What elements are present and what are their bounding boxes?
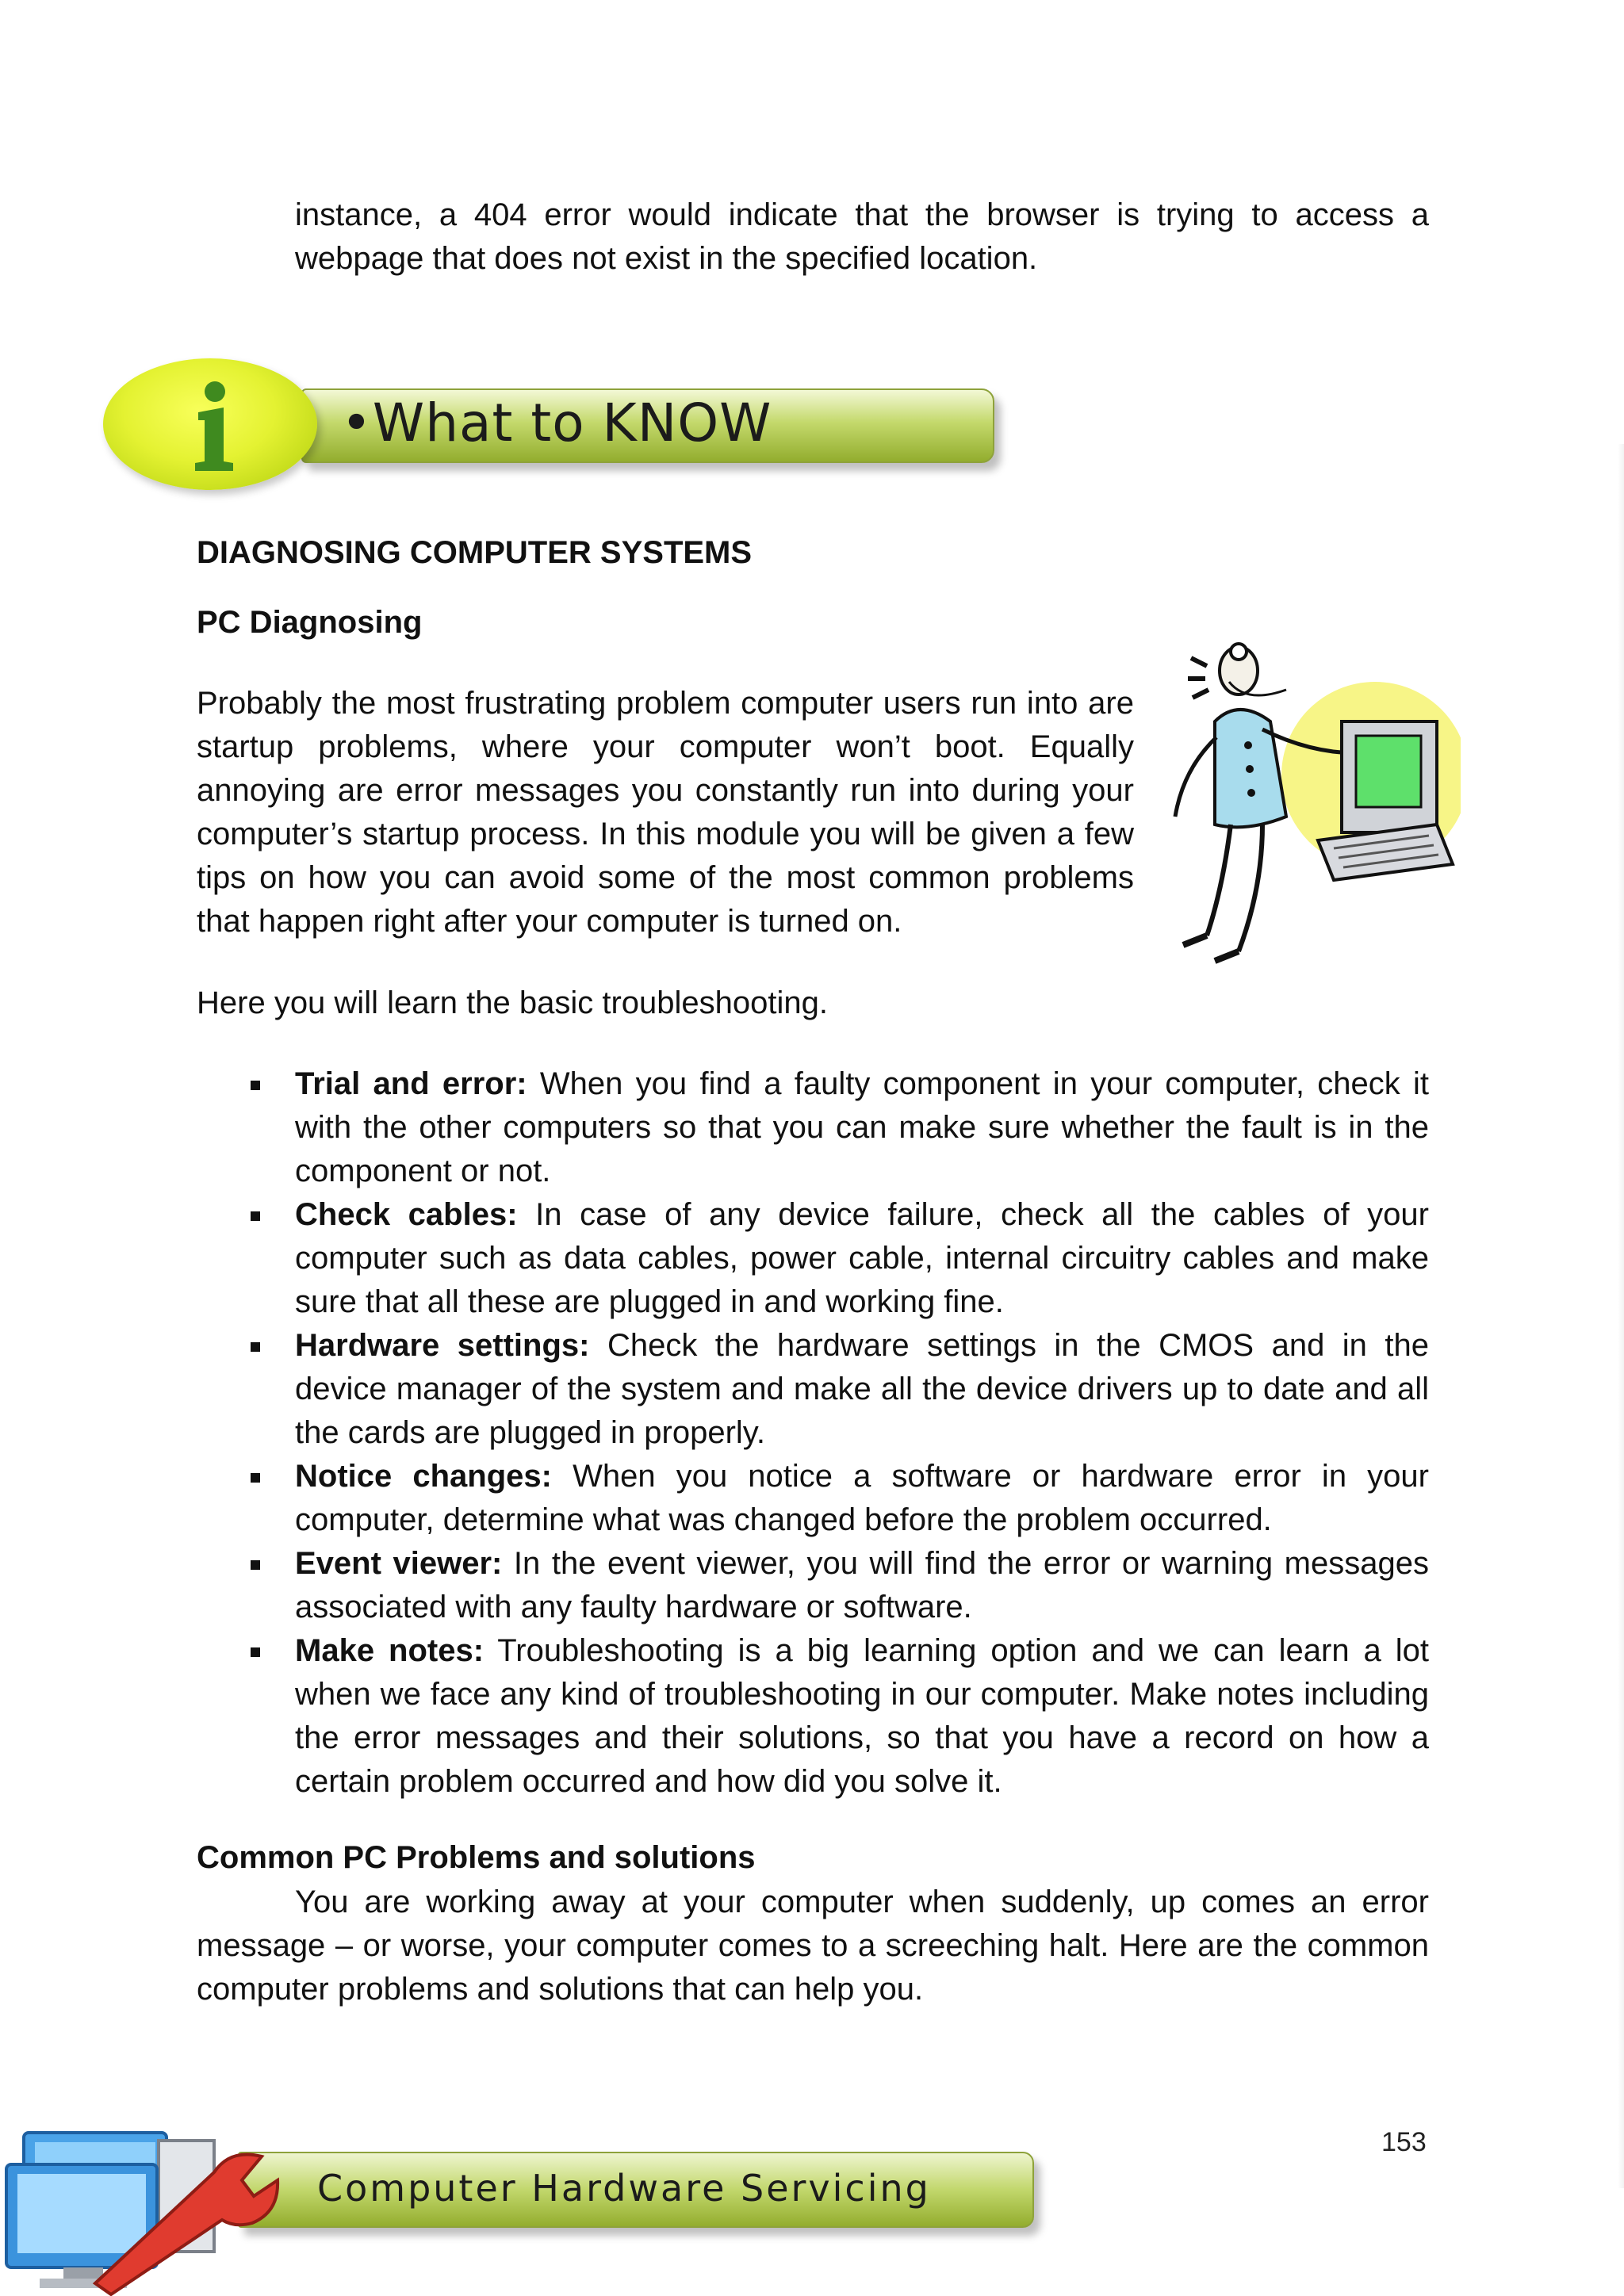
common-problems-title: Common PC Problems and solutions xyxy=(197,1840,756,1875)
bullet-icon xyxy=(251,1342,260,1352)
pc-diagnosing-paragraph: Probably the most frustrating problem computer users run into are startup problems, where your computer won’t boot. Equally annoying are error messages you constantly run into during your computer’s startup process. In this module you will be given a few tips on how you can avoid some of the most common problems that happen right after your computer is turned on. xyxy=(197,686,1134,939)
tip-text: When you notice a software or hardware error in your computer, determine what was changed before the problem occurred. xyxy=(295,1459,1429,1537)
page-edge-shade xyxy=(1618,444,1624,2188)
list-item xyxy=(197,1542,1429,1629)
list-item xyxy=(197,1455,1429,1542)
page-number: 153 xyxy=(1381,2127,1427,2157)
tip-text: Troubleshooting is a big learning option and we can learn a lot when we face any kind of troubleshooting in our computer. Make notes including the error messages and their solutions, so that you have a record on how a certain problem occurred and how did you solve it. xyxy=(295,1633,1430,1799)
subsection-title: PC Diagnosing xyxy=(197,605,423,640)
bullet-icon xyxy=(251,1560,260,1570)
tip-text: In case of any device failure, check all the cables of your computer such as data cables, power cable, internal circuitry cables and make sure that all these are plugged in and working fine. xyxy=(295,1197,1429,1319)
banner-text: •What to KNOW xyxy=(341,392,772,453)
tip-lead: Make notes: xyxy=(295,1633,485,1668)
list-item xyxy=(197,1062,1429,1193)
tip-text: Check the hardware settings in the CMOS and in the device manager of the system and make all the device drivers up to date and all the cards are plugged in properly. xyxy=(295,1328,1429,1450)
tip-lead: Event viewer: xyxy=(295,1546,503,1581)
tip-lead: Check cables: xyxy=(295,1197,518,1232)
intro-paragraph: instance, a 404 error would indicate that the browser is trying to access a webpage that does not exist in the specified location. xyxy=(295,197,1429,276)
tip-text: In the event viewer, you will find the error or warning messages associated with any faulty hardware or software. xyxy=(295,1546,1429,1624)
common-problems-paragraph: You are working away at your computer when suddenly, up comes an error message – or worse, your computer comes to a screeching halt. Here are the common computer problems and solutions that can help you. xyxy=(197,1885,1429,2007)
troubleshooting-tips-list xyxy=(197,1062,1429,1804)
footer-title: Computer Hardware Servicing xyxy=(317,2167,931,2210)
list-item xyxy=(197,1324,1429,1455)
bullet-icon xyxy=(251,1473,260,1483)
list-item xyxy=(197,1193,1429,1324)
info-icon xyxy=(189,379,236,474)
tip-lead: Notice changes: xyxy=(295,1459,552,1494)
section-title: DIAGNOSING COMPUTER SYSTEMS xyxy=(197,535,753,570)
computer-wrench-icon xyxy=(0,2125,333,2296)
doctor-computer-illustration xyxy=(1159,634,1461,967)
basic-troubleshooting-line: Here you will learn the basic troubleshooting. xyxy=(197,985,828,1020)
what-to-know-banner xyxy=(103,358,912,501)
list-item xyxy=(197,1629,1429,1804)
footer-banner xyxy=(0,2125,1063,2296)
tip-lead: Hardware settings: xyxy=(295,1328,590,1363)
tip-text: When you find a faulty component in your computer, check it with the other computers so that you can make sure whether the fault is in the component or not. xyxy=(295,1066,1429,1188)
bullet-icon xyxy=(251,1081,260,1090)
bullet-icon xyxy=(251,1647,260,1657)
bullet-icon xyxy=(251,1211,260,1221)
tip-lead: Trial and error: xyxy=(295,1066,527,1101)
